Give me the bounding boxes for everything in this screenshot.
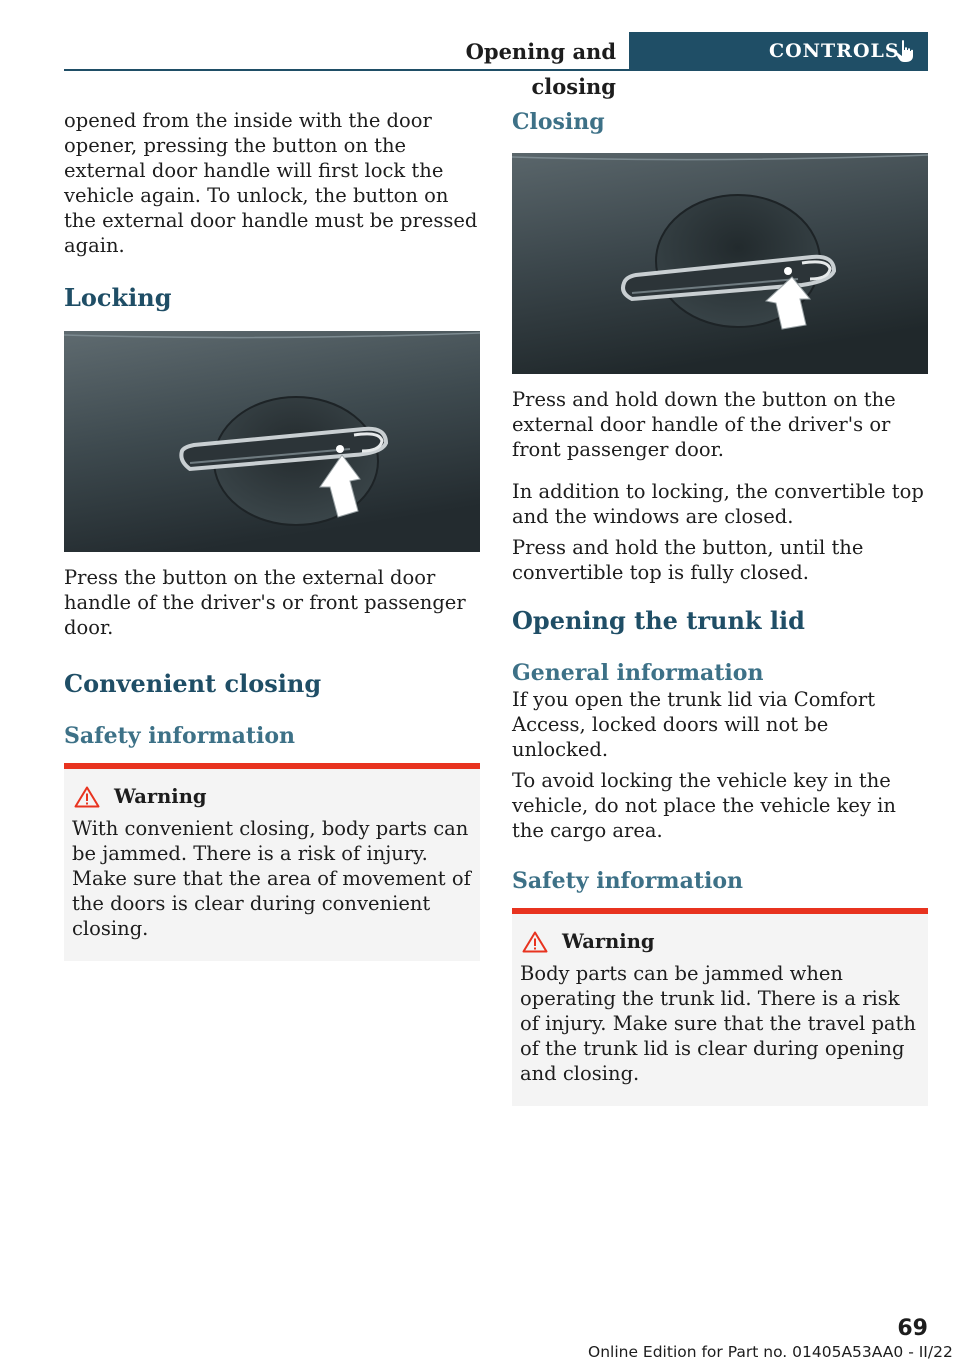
right-column: [512, 108, 928, 1106]
closing-instructions: Press and hold down the button on the external door handle of the driver's or front passenger door.: [512, 388, 896, 461]
warning-triangle-icon: [522, 931, 548, 953]
warning-text: Body parts can be jammed when operating the trunk lid. There is a risk of injury. Make sure that the travel path of the trunk lid is clear during opening and closing.: [520, 962, 916, 1085]
convenient-closing-heading: Convenient closing: [64, 669, 322, 698]
general-info-heading: General information: [512, 660, 764, 686]
chapter-label: CONTROLS: [769, 40, 900, 62]
safety-info-heading-left: Safety information: [64, 723, 296, 749]
general-info-text1: If you open the trunk lid via Comfort Access, locked doors will not be unlocked.: [512, 688, 876, 761]
warning-header: [72, 785, 472, 808]
warning-label: Warning: [562, 930, 655, 953]
locking-heading: Locking: [64, 283, 172, 312]
closing-heading: Closing: [512, 109, 605, 135]
closing-hold-text: Press and hold the button, until the convertible top is fully closed.: [512, 536, 864, 584]
warning-box-convenient: [64, 763, 480, 961]
edition-footer: Online Edition for Part no. 01405A53AA0 - II/22: [588, 1343, 953, 1361]
safety-info-heading-right: Safety information: [512, 868, 744, 894]
warning-triangle-icon: [74, 786, 100, 808]
closing-door-handle-photo: [512, 153, 928, 374]
page-number: 69: [897, 1316, 928, 1341]
left-column: [64, 108, 480, 961]
general-info-text2: To avoid locking the vehicle key in the vehicle, do not place the vehicle key in the cargo area.: [512, 769, 896, 842]
locking-door-handle-photo: [64, 331, 480, 552]
warning-box-trunk: [512, 908, 928, 1106]
intro-paragraph: opened from the inside with the door opener, pressing the button on the external door handle will first lock the vehicle again. To unlock, the button on the external door handle must be pressed again.: [64, 109, 478, 257]
running-header-section: Opening and closing: [465, 39, 616, 99]
warning-text: With convenient closing, body parts can be jammed. There is a risk of injury. Make sure that the area of movement of the doors is clear during convenient closing.: [72, 817, 471, 940]
warning-label: Warning: [114, 785, 207, 808]
warning-header: [520, 930, 920, 953]
chapter-tab: [629, 32, 928, 70]
locking-instructions: Press the button on the external door handle of the driver's or front passenger door.: [64, 566, 466, 639]
opening-trunk-heading: Opening the trunk lid: [512, 606, 805, 635]
header-rule: [64, 69, 928, 71]
closing-convertible-text: In addition to locking, the convertible top and the windows are closed.: [512, 480, 924, 528]
hand-pointer-icon: [894, 39, 916, 63]
